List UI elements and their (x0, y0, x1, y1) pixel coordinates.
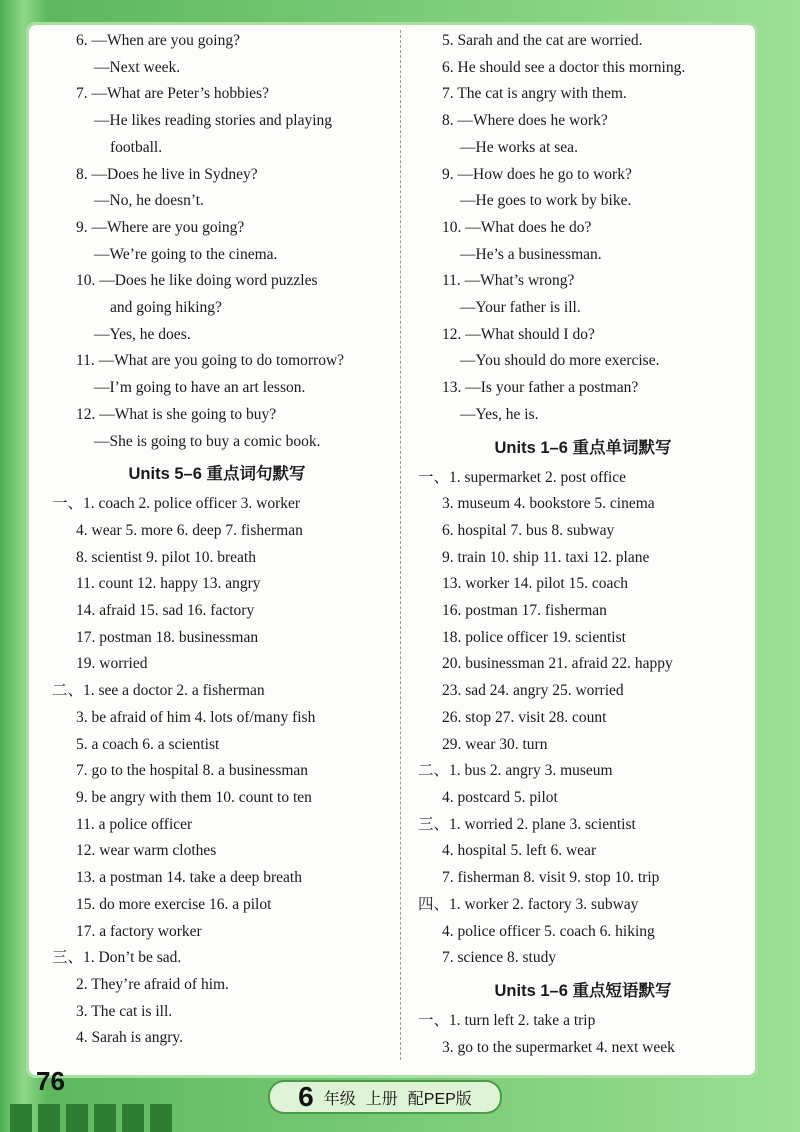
page-number: 76 (36, 1066, 65, 1096)
answer-line: 23. sad 24. angry 25. worried (442, 682, 624, 700)
answer-line: —No, he doesn’t. (94, 192, 204, 210)
column-divider (400, 30, 401, 1060)
answer-line: —He goes to work by bike. (460, 192, 632, 210)
answer-line: 6. He should see a doctor this morning. (442, 58, 686, 76)
answer-line: 4. postcard 5. pilot (442, 788, 558, 806)
answer-line: 6. —When are you going? (76, 32, 240, 49)
answer-line: 一、1. coach 2. police officer 3. worker (52, 495, 301, 513)
answer-line: 四、1. worker 2. factory 3. subway (418, 895, 639, 913)
answer-line: —You should do more exercise. (460, 352, 660, 370)
decorative-bars (0, 1104, 800, 1132)
answer-line: 17. a factory worker (76, 922, 202, 940)
answer-line: 一、1. supermarket 2. post office (418, 468, 627, 486)
decor-bar (94, 1104, 116, 1132)
answer-line: —I’m going to have an art lesson. (94, 379, 306, 397)
left-column (52, 28, 382, 1052)
answer-line: 8. scientist 9. pilot 10. breath (76, 548, 256, 566)
answer-line: 3. be afraid of him 4. lots of/many fish (76, 708, 316, 726)
answer-line: —She is going to buy a comic book. (94, 432, 321, 450)
answer-line: 13. worker 14. pilot 15. coach (442, 575, 628, 593)
answer-line: 4. wear 5. more 6. deep 7. fisherman (76, 521, 303, 539)
answer-line: 16. postman 17. fisherman (442, 602, 607, 620)
answer-line: 11. count 12. happy 13. angry (76, 575, 261, 593)
answer-line: 二、1. bus 2. angry 3. museum (418, 762, 613, 780)
answer-line: 5. a coach 6. a scientist (76, 735, 220, 753)
answer-line: —He works at sea. (460, 138, 578, 156)
answer-line: 7. The cat is angry with them. (442, 85, 627, 103)
answer-line: 18. police officer 19. scientist (442, 628, 626, 646)
right-column (418, 28, 748, 1061)
answer-line: 26. stop 27. visit 28. count (442, 708, 607, 726)
grade-label: 年级 (323, 1090, 356, 1108)
answer-line: 3. museum 4. bookstore 5. cinema (442, 495, 655, 513)
answer-line: 9. —How does he go to work? (442, 165, 632, 183)
answer-line: 20. businessman 21. afraid 22. happy (442, 655, 673, 673)
section-heading: Units 1–6 重点短语默写 (494, 981, 672, 1000)
answer-line: 13. a postman 14. take a deep breath (76, 869, 302, 887)
answer-line: 10. —Does he like doing word puzzles (76, 272, 318, 290)
answer-line: 3. The cat is ill. (76, 1002, 173, 1020)
answer-line: 二、1. see a doctor 2. a fisherman (52, 682, 265, 700)
section-heading: Units 1–6 重点单词默写 (494, 438, 672, 457)
grade-number: 6 (298, 1081, 314, 1112)
answer-line: 12. wear warm clothes (76, 842, 217, 860)
answer-line: 2. They’re afraid of him. (76, 975, 229, 993)
edition-label: 配PEP版 (407, 1090, 472, 1108)
answer-line: 9. be angry with them 10. count to ten (76, 788, 312, 806)
answer-line: 4. police officer 5. coach 6. hiking (442, 922, 655, 940)
volume-label: 上册 (365, 1090, 398, 1108)
answer-line: 一、1. turn left 2. take a trip (418, 1011, 596, 1029)
answer-line: 8. —Does he live in Sydney? (76, 165, 258, 183)
answer-line: —He likes reading stories and playing (94, 112, 333, 130)
decor-bar (150, 1104, 172, 1132)
answer-line: 11. a police officer (76, 815, 193, 833)
answer-line: 10. —What does he do? (442, 218, 592, 236)
answer-line: 4. hospital 5. left 6. wear (442, 842, 597, 860)
answer-line: 11. —What are you going to do tomorrow? (76, 352, 345, 370)
answer-line: 7. —What are Peter’s hobbies? (76, 85, 269, 103)
answer-line: 三、1. Don’t be sad. (52, 949, 182, 967)
decor-bar (38, 1104, 60, 1132)
answer-line: and going hiking? (110, 299, 222, 317)
answer-line: 7. fisherman 8. visit 9. stop 10. trip (442, 869, 660, 887)
decor-bar (66, 1104, 88, 1132)
answer-line: —We’re going to the cinema. (94, 245, 278, 263)
answer-line: 19. worried (76, 655, 148, 673)
answer-line: 7. go to the hospital 8. a businessman (76, 762, 309, 780)
answer-line: 29. wear 30. turn (442, 735, 548, 753)
answer-line: 14. afraid 15. sad 16. factory (76, 602, 255, 620)
section-heading: Units 5–6 重点词句默写 (128, 465, 306, 484)
answer-line: 11. —What’s wrong? (442, 272, 575, 290)
answer-line: 4. Sarah is angry. (76, 1029, 184, 1047)
answer-line: 13. —Is your father a postman? (442, 379, 639, 397)
answer-line: 8. —Where does he work? (442, 112, 608, 130)
answer-line: 17. postman 18. businessman (76, 628, 259, 646)
answer-line: —Yes, he does. (94, 325, 191, 343)
answer-line: 7. science 8. study (442, 949, 557, 967)
answer-line: 9. train 10. ship 11. taxi 12. plane (442, 548, 650, 566)
answer-line: football. (110, 138, 163, 156)
answer-line: —Your father is ill. (460, 299, 581, 317)
answer-line: 9. —Where are you going? (76, 218, 245, 236)
answer-line: 三、1. worried 2. plane 3. scientist (418, 815, 636, 833)
answer-line: —He’s a businessman. (460, 245, 602, 263)
answer-line: 12. —What is she going to buy? (76, 405, 277, 423)
decor-bar (10, 1104, 32, 1132)
answer-line: 12. —What should I do? (442, 325, 595, 343)
answer-line: 5. Sarah and the cat are worried. (442, 32, 643, 49)
answer-line: 6. hospital 7. bus 8. subway (442, 521, 615, 539)
decor-bar (122, 1104, 144, 1132)
answer-line: —Next week. (94, 58, 181, 76)
answer-line: 15. do more exercise 16. a pilot (76, 895, 272, 913)
answer-line: 3. go to the supermarket 4. next week (442, 1038, 675, 1056)
answer-line: —Yes, he is. (460, 405, 539, 423)
